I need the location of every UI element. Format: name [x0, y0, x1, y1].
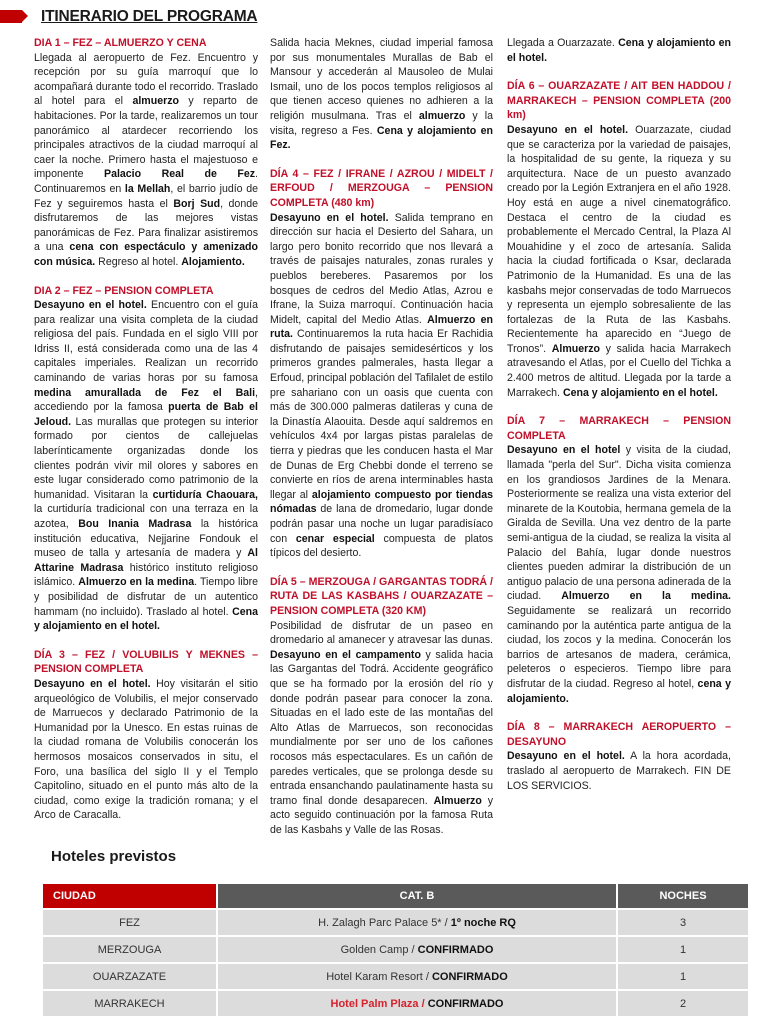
bold-highlight: Almuerzo en la medina.	[561, 590, 731, 603]
day-body: Desayuno en el hotel. Salida temprano en dirección sur hacia el Desierto del Sahara, un largo pero bonito recorrido que nos llevará a través de paisajes naturales, zonas rurales y pueblos bereberes. Pasaremos por los bosques de cedros del Medio Atlas, Azrou e Ifrane, la Suiza marroquí. Continuación hacia Midelt, capital del Medio Atlas. Almuerzo en ruta. Continuaremos la ruta hacia Er Rachidia disfrutando de paisajes semidesérticos y los primeros grandes palmerales, hasta llegar a Erfoud, principal población del Tafilalet de estilo pre sahariano con un oasis que cuenta con más de 300.000 palmeras datileras y cuna de la Dinastía Alaouita. Desde aquí saldremos en vehículos 4x4 por largas pistas paralelas de tierra y piedras que les conducen hasta el Mar de Dunas de Erg Chebbi donde el terreno se convierte en ríos de arena interminables hasta llegar al alojamiento compuesto por tiendas nómadas de lana de dromedario, lugar donde podrán pasar una noche un lugar paradisíaco con cenar especial compuesta de platos típicos del desierto.	[270, 211, 494, 560]
bold-highlight: Almuerzo	[433, 794, 482, 807]
hotels-header-row	[43, 884, 748, 908]
hotel-row	[43, 991, 748, 1016]
hotel-nights: 1	[618, 937, 748, 962]
hotel-status: CONFIRMADO	[427, 997, 504, 1010]
day-body: Desayuno en el hotel. Ouarzazate, ciudad que se caracteriza por la variedad de paisajes, la hospitalidad de su gente, la riqueza y su arquitectura. Nace de un puesto avanzado creado por la Legión Extranjera en el año 1928. Hoy está en auge a nivel cinematográfico. Destaca el centro de la ciudad es probablemente el Mercado Central, la Plaza Al Mouahidine y el zoco de artesanía. Salida hacia la ciudad fortificada o Ksar, declarada Patrimonio de la Humanidad. Es una de las kasbahs mejor conservadas de todo Marruecos y representa un ejemplo sobresaliente de las fortalezas de la Ruta de las Kasbahs. Recientemente ha aparecido en “Juego de Tronos”. Almuerzo y salida hacia Marrakech atravesando el Atlas, por el Cuello del Tichka a 2.400 metros de altitud. Llegada por la tarde a Marrakech. Cena y alojamiento en el hotel.	[507, 123, 731, 399]
day-7	[507, 414, 731, 706]
bold-highlight: cena y alojamiento.	[507, 677, 731, 705]
header-category: CAT. B	[218, 884, 616, 908]
bold-highlight: puerta de Bab el Jeloud.	[34, 401, 258, 428]
bold-highlight: Cena y alojamiento en el hotel.	[507, 37, 731, 64]
hotel-row	[43, 964, 748, 989]
hotel-name-text: Golden Camp /	[340, 943, 418, 956]
bold-highlight: Cena y alojamiento en el hotel.	[562, 386, 718, 399]
bold-highlight: Bou Inania Madrasa	[78, 518, 192, 530]
day-title: DÍA 8 – MARRAKECH AEROPUERTO – DESAYUNO	[507, 721, 731, 748]
day-title: DÍA 3 – FEZ / VOLUBILIS Y MEKNES – PENSION COMPLETA	[34, 648, 258, 676]
hotel-name-text: Hotel Karam Resort /	[326, 970, 432, 983]
hotel-nights: 2	[618, 991, 748, 1016]
bold-highlight: Desayuno en el hotel.	[34, 677, 151, 690]
hotel-name-text: H. Zalagh Parc Palace 5* /	[318, 916, 451, 929]
bold-highlight: Desayuno en el hotel	[507, 444, 621, 457]
column-2	[270, 36, 493, 851]
bold-highlight: Desayuno en el campamento	[270, 648, 421, 661]
bold-highlight: Desayuno en el hotel.	[270, 211, 389, 224]
bold-highlight: Desayuno en el hotel.	[34, 299, 147, 312]
day-title: DIA 2 – FEZ – PENSION COMPLETA	[34, 284, 214, 297]
day-3-continued	[270, 36, 493, 153]
hotel-name	[218, 964, 616, 989]
bold-highlight: Almuerzo	[551, 342, 600, 355]
day-body: Desayuno en el hotel. A la hora acordada, traslado al aeropuerto de Marrakech. FIN DE LOS SERVICIOS.	[507, 750, 731, 792]
day-4	[270, 167, 493, 561]
day-title: DÍA 4 – FEZ / IFRANE / AZROU / MIDELT / ERFOUD / MERZOUGA – PENSION COMPLETA (480 km)	[270, 167, 493, 209]
page-title: ITINERARIO DEL PROGRAMA	[41, 8, 258, 25]
bold-highlight: Borj Sud	[173, 197, 221, 210]
bold-highlight: Cena y alojamiento en el hotel.	[34, 605, 258, 633]
day-body: Posibilidad de disfrutar de un paseo en dromedario al amanecer y atravesar las dunas. Desayuno en el campamento y salida hacia las Gargantas del Todrá. Accidente geográfico que se ha formado por la erosión del río y donde podrán pasear para conocer la zona. Situadas en el lado este de las montañas del Alto Atlas de Marruecos, son reconocidas mundialmente por ser uno de los cañones rocosos más espectaculares. Es un cañón de paredes verticales, que se prolonga desde su entrada ensanchando paulatinamente hasta su tramo final donde desaparecen. Almuerzo y acto seguido continuación por la famosa Ruta de las Kasbahs y Valle de las Rosas.	[270, 619, 493, 836]
hotels-table	[41, 882, 750, 1018]
day-title: DIA 1 – FEZ – ALMUERZO Y CENA	[34, 37, 207, 49]
bold-highlight: almuerzo	[132, 95, 179, 108]
bold-highlight: curtiduría Chaouara,	[152, 488, 258, 501]
hotel-nights: 1	[618, 964, 748, 989]
column-3	[507, 36, 731, 807]
hotel-name	[218, 991, 616, 1016]
hotel-status: CONFIRMADO	[431, 970, 508, 983]
header-nights: NOCHES	[618, 884, 748, 908]
hotel-row	[43, 910, 748, 935]
hotel-status: 1º noche RQ	[450, 916, 516, 929]
bold-highlight: cenar especial	[295, 532, 375, 545]
day-body: Salida hacia Meknes, ciudad imperial famosa por sus monumentales Murallas de Bab el Mansour y accederán al Mausoleo de Mulai Ismail, uno de los pocos templos religiosos al que tienen acceso quienes no adhieren a la religión musulmana. Tras el almuerzo y la visita, regreso a Fes. Cena y alojamiento en Fez.	[270, 37, 493, 152]
bold-highlight: almuerzo	[418, 109, 466, 122]
hotel-city: MARRAKECH	[43, 991, 216, 1016]
day-body: Desayuno en el hotel. Encuentro con el guía para realizar una visita completa de la ciudad religiosa del país. Fundada en el siglo VIII por Idriss II, está considerada como una de las 4 capitales imperiales. Realizan un recorrido caminando de varias horas por su famosa medina amurallada de Fez el Bali, accediendo por la famosa puerta de Bab el Jeloud. Las murallas que protegen su interior formado por cientos de callejuelas laberínticamente organizadas donde los clientes podrán vivir mil olores y sabores en este lugar considerado como patrimonio de la humanidad. Visitaran la curtiduría Chaouara, la curtiduría tradicional con una terraza en la azotea, Bou Inania Madrasa la histórica institución educativa, Nejjarine Fondouk el museo de talla y artesanía de madera y Al Attarine Madrasa histórico instituto religioso islámico. Almuerzo en la medina. Tiempo libre y posibilidad de disfrutar de un autentico hammam (no incluido). Traslado al hotel. Cena y alojamiento en el hotel.	[34, 299, 258, 633]
day-body: Desayuno en el hotel y visita de la ciudad, llamada "perla del Sur". Dicha visita comienza en los grandiosos Jardines de la Menara. Posteriormente se realiza una vista exterior del minarete de la Koutobia, hermana gemela de la Giralda de Sevilla. Una vez dentro de la parte semi-antigua de la ciudad, se realiza la visita al Palacio del Bahía, lugar donde nuestros clientes pueden admirar la distribución de un antiguo palacio de una persona adinerada de la ciudad. Almuerzo en la medina. Seguidamente se realizará un recorrido caminando por la auténtica parte antigua de la ciudad, los zocos y la medina. Conocerán los barrios de artesanos de madera, cerámica, peleteros o especieros. Tiempo libre para disfrutar de la ciudad. Regreso al hotel, cena y alojamiento.	[507, 444, 732, 705]
header-city: CIUDAD	[43, 884, 216, 908]
red-arrow-icon	[0, 10, 22, 23]
hotel-name	[218, 937, 616, 962]
day-1	[34, 36, 258, 270]
bold-highlight: cena con espectáculo y amenizado con música.	[34, 241, 258, 268]
bold-highlight: Desayuno en el hotel.	[507, 123, 629, 136]
bold-highlight: Almuerzo en ruta.	[270, 313, 493, 341]
day-5-continued	[507, 36, 731, 65]
day-8	[507, 720, 731, 793]
hotel-city: OUARZAZATE	[43, 964, 216, 989]
day-title: DÍA 5 – MERZOUGA / GARGANTAS TODRÁ / RUTA DE LAS KASBAHS / OUARZAZATE – PENSION COMPLETA (320 KM)	[270, 575, 493, 617]
bold-highlight: alojamiento compuesto por tiendas nómadas	[270, 488, 494, 516]
hotel-name-text: Hotel Palm Plaza /	[330, 997, 428, 1010]
bold-highlight: Alojamiento.	[181, 255, 245, 268]
day-3	[34, 648, 258, 823]
bold-highlight: Palacio Real de Fez	[104, 168, 256, 181]
hotel-city: FEZ	[43, 910, 216, 935]
day-body: Llegada al aeropuerto de Fez. Encuentro y recepción por su guía marroquí que lo acompañará durante todo el recorrido. Traslado al hotel para el almuerzo y reparto de habitaciones. Por la tarde, realizaremos un tour panorámico al atardecer recorriendo los principales atractivos de la ciudad marroquí al caer la noche. Primero hasta el majestuoso e imponente Palacio Real de Fez. Continuaremos en la Mellah, el barrio judío de Fez y seguiremos hasta el Borj Sud, donde disfrutaremos de las mejores vistas panorámicas de Fez. Para finalizar asistiremos a una cena con espectáculo y amenizado con música. Regreso al hotel. Alojamiento.	[34, 51, 258, 268]
day-body: Llegada a Ouarzazate. Cena y alojamiento en el hotel.	[507, 37, 731, 64]
bold-highlight: medina amurallada de Fez el Bali	[34, 386, 256, 399]
column-1	[34, 36, 258, 837]
day-body: Desayuno en el hotel. Hoy visitarán el sitio arqueológico de Volubilis, el mejor conservado de Marruecos y declarado Patrimonio de la Humanidad por la Unesco. En estas ruinas de la ciudad romana de Volubilis conocerán los hermosos mosaicos conservados in situ, el Foro, una basílica del siglo II y el Templo Capitolino, situado en el punto más alto de la ciudad, como exige la tradición romana; y el Arco de Caracalla.	[34, 677, 258, 822]
hotels-title: Hoteles previstos	[51, 848, 177, 865]
day-5	[270, 575, 493, 838]
bold-highlight: Desayuno en el hotel.	[507, 750, 625, 763]
day-6	[507, 79, 731, 400]
hotel-nights: 3	[618, 910, 748, 935]
hotel-row	[43, 937, 748, 962]
hotel-city: MERZOUGA	[43, 937, 216, 962]
day-title: DÍA 7 – MARRAKECH – PENSION COMPLETA	[507, 415, 731, 442]
bold-highlight: Al Attarine Madrasa	[34, 547, 258, 574]
day-title: DÍA 6 – OUARZAZATE / AIT BEN HADDOU / MARRAKECH – PENSION COMPLETA (200 km)	[507, 80, 731, 122]
day-2	[34, 284, 258, 634]
hotel-status: CONFIRMADO	[417, 943, 494, 956]
bold-highlight: Cena y alojamiento en Fez.	[270, 124, 493, 152]
bold-highlight: Almuerzo en la medina	[78, 576, 195, 589]
hotel-name	[218, 910, 616, 935]
bold-highlight: la Mellah	[124, 182, 171, 195]
